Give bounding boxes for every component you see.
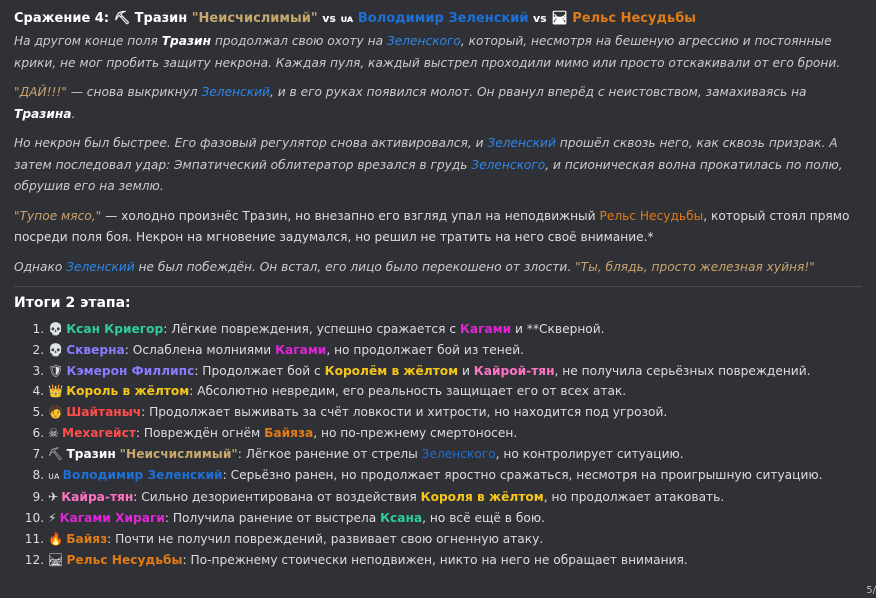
railway-icon: 🛤	[48, 552, 64, 567]
page-indicator: 5/	[866, 585, 876, 596]
fighter-tazin-epithet: "Неисчислимый"	[191, 11, 318, 26]
skull-crossbones-icon: ☠	[48, 425, 59, 440]
fire-icon: 🔥	[48, 531, 64, 546]
list-item: 11. 🔥 Байяз: Почти не получил повреждений, развивает свою огненную атаку.	[48, 529, 862, 550]
paragraph-3: Но некрон был быстрее. Его фазовый регулятор снова активировался, и Зеленский прошёл сквозь него, как сквозь призрак. А затем последовал удар: Эмпатический облитератор врезался в грудь Зеленского, и псионическая волна прокатилась по полю, обрушив его на землю.	[14, 136, 843, 193]
list-item: 4. 👑 Король в жёлтом: Абсолютно невредим, его реальность защищает его от всех атак.	[48, 381, 862, 402]
pickaxe-icon: ⛏	[113, 11, 131, 26]
crown-icon: 👑	[48, 384, 64, 399]
pickaxe-icon: ⛏	[48, 446, 64, 461]
battle-label: Сражение 4:	[14, 11, 110, 26]
list-item: 12. 🛤 Рельс Несудьбы: По-прежнему стоически неподвижен, никто на него не обращает внимания.	[48, 550, 862, 571]
list-item: 3. 🛡 Кэмерон Филлипс: Продолжает бой с Королём в жёлтом и Кайрой-тян, не получила серьёзных повреждений.	[48, 361, 862, 382]
list-item: 10. ⚡ Кагами Хираги: Получила ранение от выстрела Ксана, но всё ещё в бою.	[48, 508, 862, 529]
results-list	[14, 319, 862, 571]
ua-flag-icon: ᴜᴀ	[340, 14, 354, 25]
paragraph-5: Однако Зеленский не был побеждён. Он встал, его лицо было перекошено от злости. "Ты, блядь, просто железная хуйня!"	[14, 259, 815, 274]
paragraph-4: "Тупое мясо," — холодно произнёс Тразин, но внезапно его взгляд упал на неподвижный Рельс Несудьбы, который стоял прямо посреди поля боя. Некрон на мгновение задумался, но решил не тратить на него своё внимание.*	[14, 208, 850, 244]
list-item: 9. ✈ Кайра-тян: Сильно дезориентирована от воздействия Короля в жёлтом, но продолжает атаковать.	[48, 487, 862, 508]
vs-label: vs	[533, 12, 547, 25]
airplane-icon: ✈	[48, 490, 59, 505]
results-heading: Итоги 2 этапа:	[14, 295, 131, 311]
person-icon: 🧑	[48, 405, 64, 420]
list-item: 6. ☠ Мехагейст: Повреждён огнём Байяза, но по-прежнему смертоносен.	[48, 423, 862, 444]
skull-icon: 💀	[48, 322, 64, 336]
paragraph-2: "ДАЙ!!!" — снова выкрикнул Зеленский, и в его руках появился молот. Он рванул вперёд с неистовством, замахиваясь на Тразина.	[14, 85, 807, 121]
lightning-icon: ⚡	[48, 511, 57, 526]
paragraph-1: На другом конце поля Тразин продолжал свою охоту на Зеленского, который, несмотря на бешеную агрессию и постоянные крики, не мог пробить защиту некрона. Каждая пуля, каждый выстрел проходили мимо или просто отскакивали от его брони.	[14, 34, 841, 70]
battle-title	[14, 8, 862, 31]
fighter-zelensky: Володимир Зеленский	[357, 11, 529, 26]
list-item: 1. 💀 Ксан Криегор: Лёгкие повреждения, успешно сражается с Кагами и **Скверной.	[48, 319, 862, 340]
divider	[14, 286, 862, 287]
railway-icon: 🛤	[551, 11, 568, 26]
skull-icon: 💀	[48, 342, 64, 357]
list-item: 5. 🧑 Шайтаныч: Продолжает выживать за счёт ловкости и хитрости, но находится под угрозой.	[48, 402, 862, 423]
vs-label: vs	[322, 12, 336, 25]
list-item: 8. ᴜᴀ Володимир Зеленский: Серьёзно ранен, но продолжает яростно сражаться, несмотря на проигрышную ситуацию.	[48, 465, 862, 488]
list-item: 2. 💀 Скверна: Ослаблена молниями Кагами, но продолжает бой из теней.	[48, 340, 862, 361]
ua-flag-icon: ᴜᴀ	[48, 470, 60, 482]
fighter-tazin: Тразин	[134, 11, 188, 26]
shield-icon: 🛡	[48, 363, 64, 378]
list-item: 7. ⛏ Тразин "Неисчислимый": Лёгкое ранение от стрелы Зеленского, но контролирует ситуацию.	[48, 444, 862, 465]
fighter-rails: Рельс Несудьбы	[572, 11, 697, 26]
